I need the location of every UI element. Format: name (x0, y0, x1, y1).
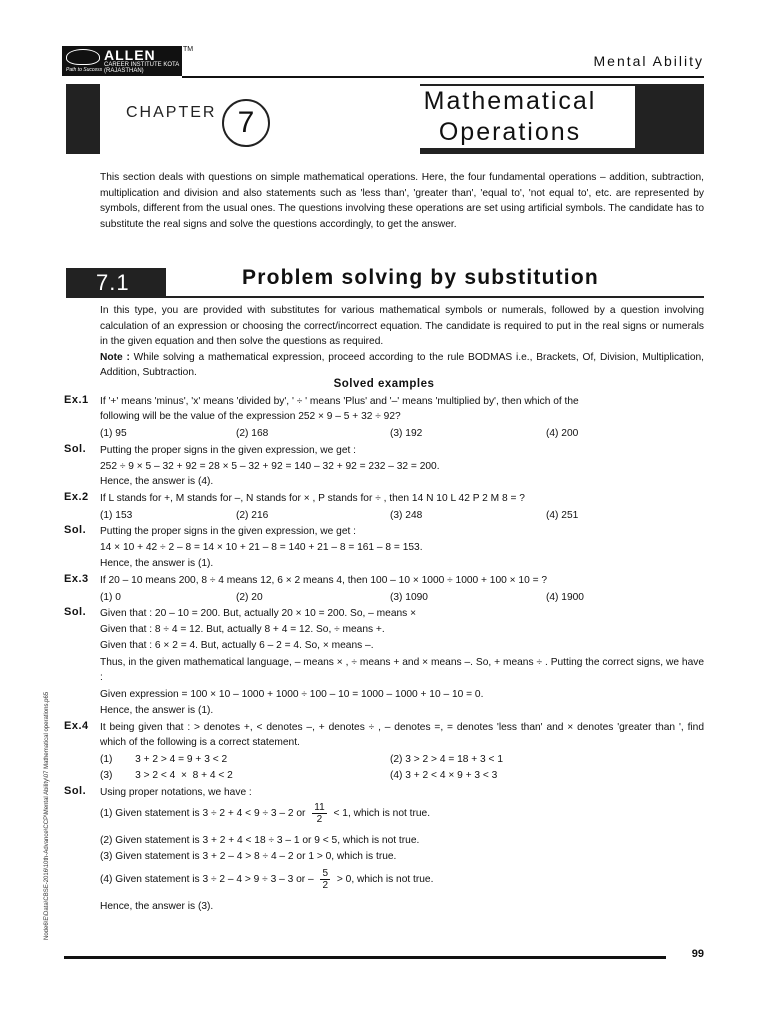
ex1-option-2: (2) 168 (236, 428, 269, 439)
footer-rule (64, 956, 666, 959)
chapter-title-line1: Mathematical (423, 87, 597, 115)
logo-subtitle: CAREER INSTITUTE KOTA (RAJASTHAN) (104, 62, 179, 74)
header-rule (182, 76, 704, 78)
ex2-sol-line3: Hence, the answer is (1). (100, 558, 214, 569)
ex4-sol-statement-4 (100, 868, 704, 891)
ex4-option-2: (2) 3 > 2 > 4 = 18 + 3 < 1 (390, 754, 503, 765)
logo-tagline: Path to Success (66, 67, 103, 73)
ex4-option-3: (3) 3 > 2 < 4 × 8 + 4 < 2 (100, 770, 233, 781)
ex3-sol-line2: Given that : 8 ÷ 4 = 12. But, actually 8 + 4 = 12. So, ÷ means +. (100, 624, 385, 635)
section-number: 7.1 (66, 268, 166, 298)
ex4-s1-text-b: < 1, which is not true. (333, 808, 431, 820)
ex3-question: If 20 – 10 means 200, 8 ÷ 4 means 12, 6 × 2 means 4, then 100 – 10 × 1000 ÷ 1000 + 100 × 10 = ? (100, 575, 548, 586)
ex4-s4-fraction (320, 868, 330, 891)
ex4-s1-denominator: 2 (316, 814, 323, 825)
ex4-s4-numerator: 5 (322, 868, 329, 879)
ex3-sol-label: Sol. (64, 606, 87, 618)
ex2-sol-label: Sol. (64, 524, 87, 536)
section-description (100, 303, 704, 381)
section-title: Problem solving by substitution (242, 266, 599, 289)
page-number: 99 (691, 948, 704, 960)
ex4-sol-statement-1 (100, 802, 704, 825)
ex4-sol-statement-2: (2) Given statement is 3 + 2 + 4 < 18 ÷ 3 – 1 or 9 < 5, which is not true. (100, 835, 420, 846)
ex1-sol-line2: 252 ÷ 9 × 5 – 32 + 92 = 28 × 5 – 32 + 92 = 140 – 32 + 92 = 232 – 32 = 200. (100, 461, 440, 472)
allen-logo (62, 46, 182, 76)
ex2-label: Ex.2 (64, 491, 89, 503)
ex4-sol-statement-3: (3) Given statement is 3 + 2 – 4 > 8 ÷ 4 – 2 or 1 > 0, which is true. (100, 851, 397, 862)
ex2-option-3: (3) 248 (390, 510, 423, 521)
note-label: Note : (100, 351, 130, 363)
ex3-sol-line6: Hence, the answer is (1). (100, 705, 214, 716)
logo-brand: ALLEN (104, 47, 156, 63)
ex3-option-4: (4) 1900 (546, 592, 584, 603)
ex2-question: If L stands for +, M stands for –, N stands for × , P stands for ÷ , then 14 N 10 L 42 P 2 M 8 = ? (100, 493, 525, 504)
section-label: Mental Ability (593, 53, 704, 69)
ex4-s4-text-a: (4) Given statement is 3 ÷ 2 – 4 > 9 ÷ 3 – 3 or – (100, 874, 314, 886)
chapter-word: CHAPTER (126, 104, 217, 121)
ex4-question: It being given that : > denotes +, < denotes –, + denotes ÷ , – denotes =, = denotes 'less than' and × denotes 'greater than ', find which of the following is a correct statement. (100, 722, 704, 748)
ex4-option-4: (4) 3 + 2 < 4 × 9 + 3 < 3 (390, 770, 498, 781)
ex4-s4-text-b: > 0, which is not true. (336, 874, 434, 886)
ex1-label: Ex.1 (64, 394, 89, 406)
ex1-sol-line1: Putting the proper signs in the given expression, we get : (100, 445, 356, 456)
ex3-sol-line4: Thus, in the given mathematical language, – means × , ÷ means + and × means –. So, + means ÷ . Putting the correct signs, we have : (100, 657, 704, 683)
ex4-sol-intro: Using proper notations, we have : (100, 787, 252, 798)
car-logo-icon (66, 49, 100, 65)
ex3-option-1: (1) 0 (100, 592, 121, 603)
chapter-title (385, 86, 635, 148)
solved-examples-heading: Solved examples (333, 378, 435, 390)
ex3-label: Ex.3 (64, 573, 89, 585)
ex3-option-2: (2) 20 (236, 592, 263, 603)
intro-paragraph: This section deals with questions on simple mathematical operations. Here, the four fundamental operations – addition, subtraction, multiplication and division and also statements such as 'less than', 'greater than', 'equal to', 'not equal to', etc. are represented by symbols, different from the usual ones. The questions involving these operations are set using artificial symbols. The candidate has to substitute the real signs and solve the questions accordingly, to get the answer. (100, 172, 704, 230)
ex1-option-4: (4) 200 (546, 428, 579, 439)
ex4-s4-denominator: 2 (322, 880, 329, 891)
section-desc-text: In this type, you are provided with substitutes for various mathematical symbols or numerals, followed by a question involving calculation of an expression or choosing the correct/incorrect equation. The candidate is required to put in the real signs or numerals in the given equation and then solve the questions as required. (100, 305, 704, 347)
ex2-option-1: (1) 153 (100, 510, 133, 521)
ex4-label: Ex.4 (64, 720, 89, 732)
ex3-sol-line3: Given that : 6 × 2 = 4. But, actually 6 – 2 = 4. So, × means –. (100, 640, 374, 651)
ex1-option-1: (1) 95 (100, 428, 127, 439)
ex2-sol-line2: 14 × 10 + 42 ÷ 2 – 8 = 14 × 10 + 21 – 8 = 140 + 21 – 8 = 161 – 8 = 153. (100, 542, 423, 553)
ex2-sol-line1: Putting the proper signs in the given expression, we get : (100, 526, 356, 537)
ex3-option-3: (3) 1090 (390, 592, 428, 603)
note-text: While solving a mathematical expression, proceed according to the rule BODMAS i.e., Brackets, Of, Division, Multiplication, Addition, Subtraction. (100, 351, 704, 378)
ex1-sol-label: Sol. (64, 443, 87, 455)
ex1-option-3: (3) 192 (390, 428, 423, 439)
ex4-s1-text-a: (1) Given statement is 3 ÷ 2 + 4 < 9 ÷ 3 – 2 or (100, 808, 306, 820)
section-rule (166, 296, 704, 298)
ex2-option-4: (4) 251 (546, 510, 579, 521)
chapter-number: 7 (222, 99, 270, 147)
ex4-sol-final: Hence, the answer is (3). (100, 901, 214, 912)
ex1-sol-line3: Hence, the answer is (4). (100, 476, 214, 487)
chapter-title-line2: Operations (438, 118, 582, 146)
ex1-question-line1: If '+' means 'minus', 'x' means 'divided by', ' ÷ ' means 'Plus' and '–' means 'multiplied by', then which of the (100, 396, 579, 407)
ex4-s1-fraction (312, 802, 326, 825)
ex2-option-2: (2) 216 (236, 510, 269, 521)
ex4-s1-numerator: 11 (314, 802, 325, 813)
ex3-sol-line1: Given that : 20 – 10 = 200. But, actually 20 × 10 = 200. So, – means × (100, 608, 417, 619)
ex1-question-line2: following will be the value of the expression 252 × 9 – 5 + 32 ÷ 92? (100, 411, 401, 422)
trademark: TM (183, 46, 194, 53)
ex4-sol-label: Sol. (64, 785, 87, 797)
file-path-margin-text: Node6\E\Data\CBSE-2016\10th-Advance\CCP\Mental Ability\07 Mathematical operations.p65 (44, 691, 50, 940)
ex4-option-1: (1) 3 + 2 > 4 = 9 + 3 < 2 (100, 754, 228, 765)
ex3-sol-line5: Given expression = 100 × 10 – 1000 + 1000 ÷ 100 – 10 = 1000 – 1000 + 10 – 10 = 0. (100, 689, 484, 700)
